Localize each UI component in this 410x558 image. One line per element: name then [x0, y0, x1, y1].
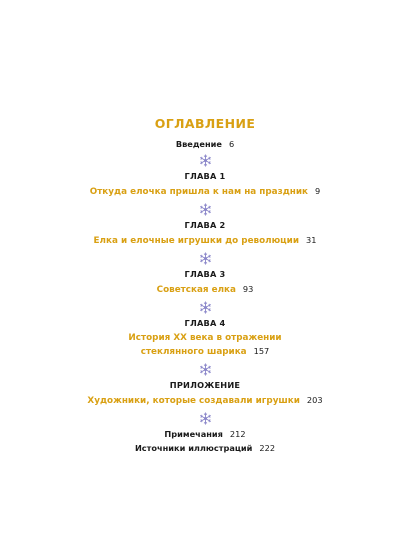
chapter-1-page-number: 9	[315, 186, 321, 196]
appendix-label: ПРИЛОЖЕНИЕ	[169, 380, 241, 390]
chapter-4-title-line-2: стеклянного шарика	[140, 347, 247, 357]
chapter-1-title	[90, 185, 321, 199]
toc-entry-image-sources[interactable]	[0, 443, 410, 454]
notes-page-number: 212	[229, 429, 246, 439]
sources-line	[135, 443, 275, 454]
chapter-2-page-number: 31	[306, 235, 317, 245]
snowflake-icon	[199, 412, 212, 425]
notes-line	[164, 429, 245, 440]
chapter-4-label: ГЛАВА 4	[184, 318, 226, 328]
snowflake-icon	[199, 203, 212, 216]
toc-entry-notes[interactable]	[0, 429, 410, 440]
chapter-4-title-line-1: История XX века в отражении	[128, 333, 282, 343]
chapter-3-page-number: 93	[242, 284, 254, 294]
sources-page-number: 222	[259, 443, 276, 453]
toc-entry-appendix[interactable]	[0, 380, 410, 408]
chapter-2-title-line-1: Елка и елочные игрушки до революции	[93, 236, 300, 246]
chapter-3-title	[157, 283, 254, 297]
chapter-2-title	[94, 234, 317, 248]
snowflake-icon	[199, 363, 212, 376]
snowflake-icon	[199, 252, 212, 265]
toc-entry-introduction[interactable]	[0, 139, 410, 150]
toc-heading: ОГЛАВЛЕНИЕ	[154, 116, 256, 131]
chapter-1-title-line-1: Откуда елочка пришла к нам на праздник	[89, 187, 309, 197]
table-of-contents	[0, 139, 410, 454]
introduction-label: Введение	[175, 139, 222, 149]
snowflake-icon	[199, 154, 212, 167]
chapter-3-label: ГЛАВА 3	[184, 269, 226, 279]
toc-entry-chapter-4[interactable]	[0, 318, 410, 359]
appendix-page-number: 203	[306, 395, 323, 405]
toc-entry-label	[176, 139, 234, 150]
chapter-4-page-number: 157	[253, 346, 270, 356]
chapter-1-label: ГЛАВА 1	[184, 171, 226, 181]
chapter-4-title	[128, 332, 281, 359]
snowflake-icon	[199, 301, 212, 314]
appendix-title-line-1: Художники, которые создавали игрушки	[87, 396, 300, 406]
chapter-3-title-line-1: Советская елка	[156, 285, 236, 295]
toc-entry-chapter-1[interactable]	[0, 171, 410, 199]
appendix-title	[87, 394, 322, 408]
toc-entry-chapter-2[interactable]	[0, 220, 410, 248]
notes-label: Примечания	[164, 429, 223, 439]
toc-entry-chapter-3[interactable]	[0, 269, 410, 297]
sources-label: Источники иллюстраций	[134, 443, 253, 453]
chapter-2-label: ГЛАВА 2	[184, 220, 226, 230]
introduction-page-number: 6	[228, 139, 235, 149]
